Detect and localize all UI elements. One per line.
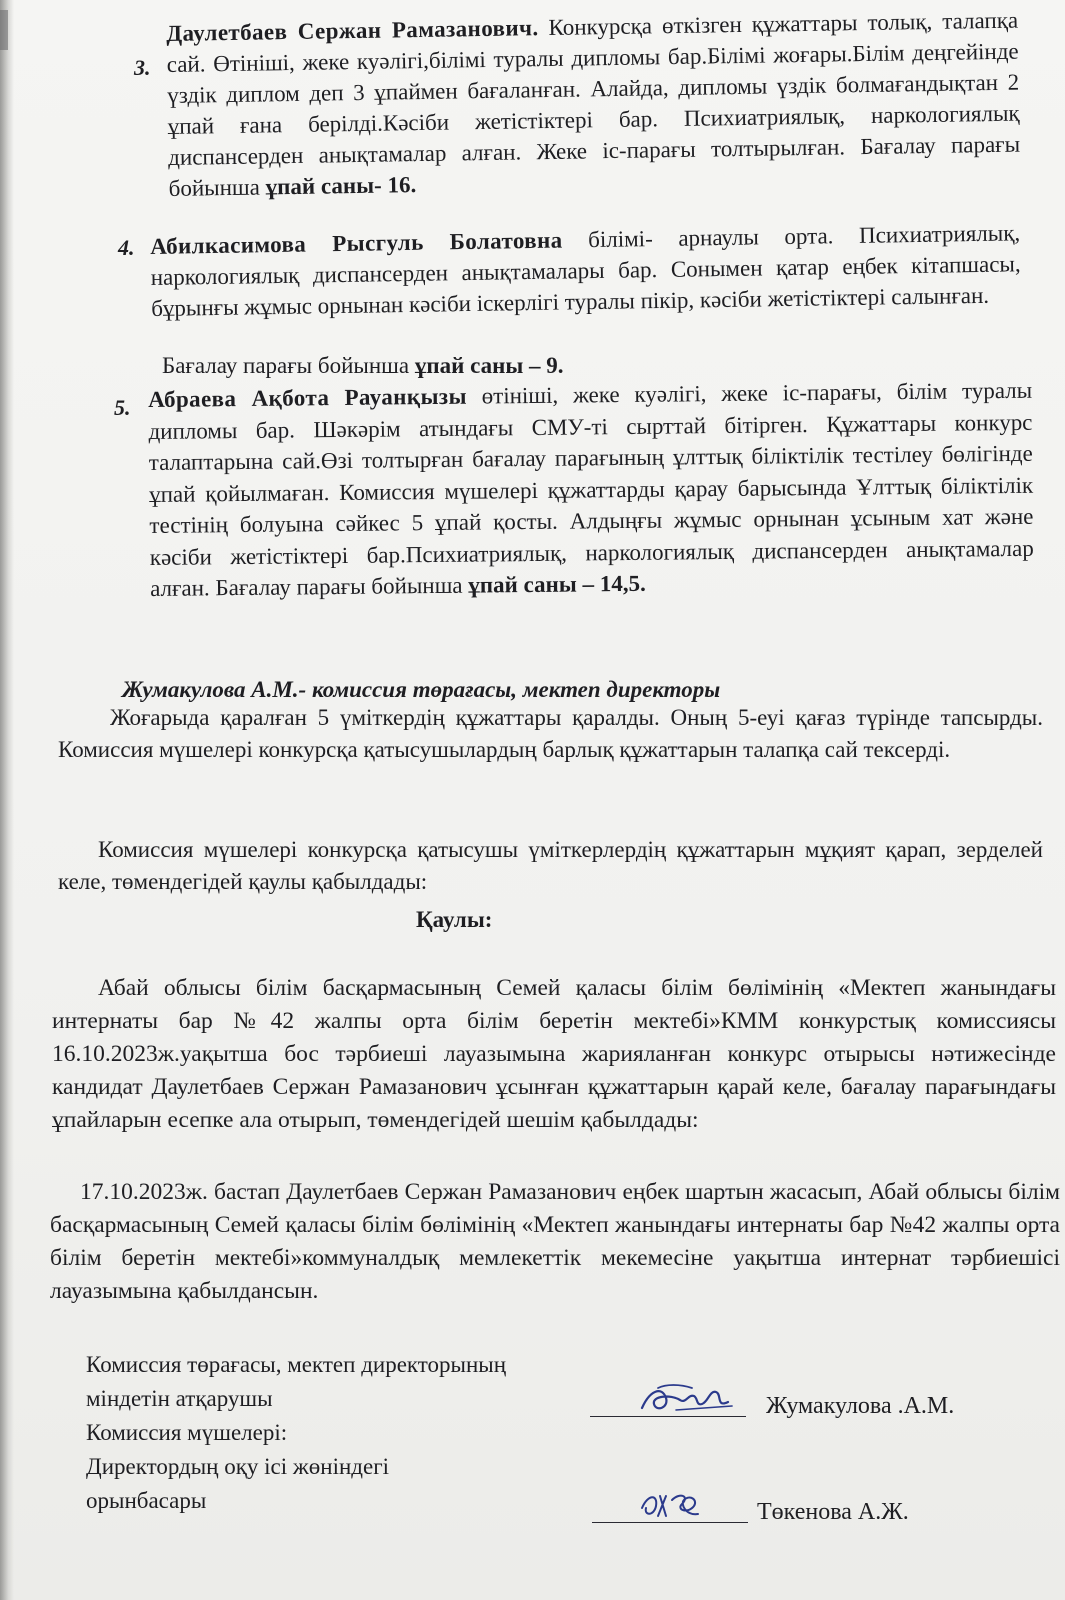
candidate-item-4 bbox=[150, 217, 1021, 324]
candidate-item-3 bbox=[166, 5, 1021, 204]
decision-paragraph: 17.10.2023ж. бастап Даулетбаев Сержан Рамазанович еңбек шартын жасасып, Абай облысы білім басқармасының Семей қаласы білім бөлімінің «Мектеп жанындағы интернаты бар №42 жалпы орта білім беретін мектебі»коммуналдық мемлекеттік мекемесіне уақытша интернат тәрбиешісі лауазымына қабылдансын. bbox=[50, 1179, 1060, 1304]
chair-name: Жумакулова .А.М. bbox=[766, 1393, 955, 1419]
review-paragraph: Комиссия мүшелері конкурсқа қатысушы үміткерлердің құжаттарын мұқият қарап, зерделей келе, төмендегідей қаулы қабылдады: bbox=[58, 837, 1043, 894]
candidate-name: Даулетбаев Сержан Рамазанович. bbox=[166, 15, 539, 46]
score-prefix: Бағалау парағы бойынша bbox=[162, 353, 415, 378]
candidate-name: Абраева Ақбота Рауанқызы bbox=[148, 383, 467, 412]
deputy-role-line-2: орынбасары bbox=[86, 1488, 207, 1513]
candidate-text: өтініші, жеке куәлігі, жеке іс-парағы, білім туралы дипломы бар. Шәкәрім атындағы СМУ-ті сырттай бітірген. Құжаттары конкурс талаптарына сай.Өзі толтырған бағалау парағының ұлттық біліктілік тестілеу бөлігінде ұпай қойылмаған. Комиссия мүшелері құжаттарды қарау барысында Ұлттық біліктілік тестінің болуына сәйкес 5 ұпай қосты. Алдыңғы жұмыс орнынан ұсыным хат және кәсіби жетістіктері бар.Психиатриялық, наркологиялық диспансерден анықтамалар алған. Бағалау парағы бойынша bbox=[148, 377, 1034, 601]
candidate-score: ұпай саны – 14,5. bbox=[468, 570, 646, 598]
item-number: 5. bbox=[114, 395, 131, 420]
resolution-title: Қаулы: bbox=[416, 907, 493, 932]
candidate-item-5 bbox=[148, 375, 1034, 605]
resolution-paragraph: Абай облысы білім басқармасының Семей қаласы білім бөлімінің «Мектеп жанындағы интернаты бар №42 жалпы орта білім беретін мектебі»КММ конкурстық комиссиясы 16.10.2023ж.уақытша бос тәрбиеші лауазымына жарияланған конкурс отырысы нәтижесінде кандидат Даулетбаев Сержан Рамазанович ұсынған құжаттарын қарай келе, бағалау парағындағы ұпайларын есепке ала отырып, төмендегідей шешім қабылдады: bbox=[52, 975, 1056, 1133]
chair-heading: Жумакулова А.М.- комиссия төрағасы, мектеп директоры bbox=[122, 677, 721, 702]
chair-role-line-1: Комиссия төрағасы, мектеп директорының bbox=[86, 1352, 507, 1377]
candidate-score: ұпай саны- 16. bbox=[265, 172, 417, 200]
chair-role-line-2: міндетін атқарушы bbox=[86, 1386, 273, 1411]
candidate-item-4-score bbox=[162, 350, 862, 381]
item-number: 3. bbox=[134, 55, 151, 80]
signature-block-labels bbox=[86, 1348, 646, 1518]
candidate-text: Конкурсқа өткізген құжаттары толық, талапқа сай. Өтініші, жеке куәлігі,білімі туралы дипломы бар.Білімі жоғары.Білім деңгейінде үздік диплом деп 3 ұпаймен бағаланған. Алайда, дипломы үздік болмағандықтан 2 ұпай ғана берілді.Кәсіби жетістіктері бар. Психиатриялық, наркологиялық диспансерден анықтамалар алған. Жеке іс-парағы толтырылған. Бағалау парағы бойынша bbox=[166, 7, 1021, 201]
candidate-text: білімі- арнаулы орта. Психиатриялық, наркологиялық диспансерден анықтамалары бар. Сонымен қатар еңбек кітапшасы, бұрынғы жұмыс орнынан кәсіби іскерлігі туралы пікір, кәсіби жетістіктері салынған. bbox=[150, 220, 1021, 321]
deputy-name: Төкенова А.Ж. bbox=[757, 1499, 909, 1525]
deputy-signature bbox=[636, 1486, 706, 1522]
deputy-role-line-1: Директордың оқу ісі жөніндегі bbox=[86, 1454, 390, 1479]
members-label: Комиссия мүшелері: bbox=[86, 1420, 288, 1445]
item-number: 4. bbox=[118, 235, 135, 260]
chair-signature bbox=[636, 1380, 736, 1418]
candidate-score: ұпай саны – 9. bbox=[414, 353, 564, 378]
chair-paragraph: Жоғарыда қаралған 5 үміткердің құжаттары қаралды. Оның 5-еуі қағаз түрінде тапсырды. Комиссия мүшелері конкурсқа қатысушылардың барлық құжаттарын талапқа сай тексерді. bbox=[58, 705, 1043, 762]
candidate-name: Абилкасимова Рысгуль Болатовна bbox=[150, 227, 563, 259]
